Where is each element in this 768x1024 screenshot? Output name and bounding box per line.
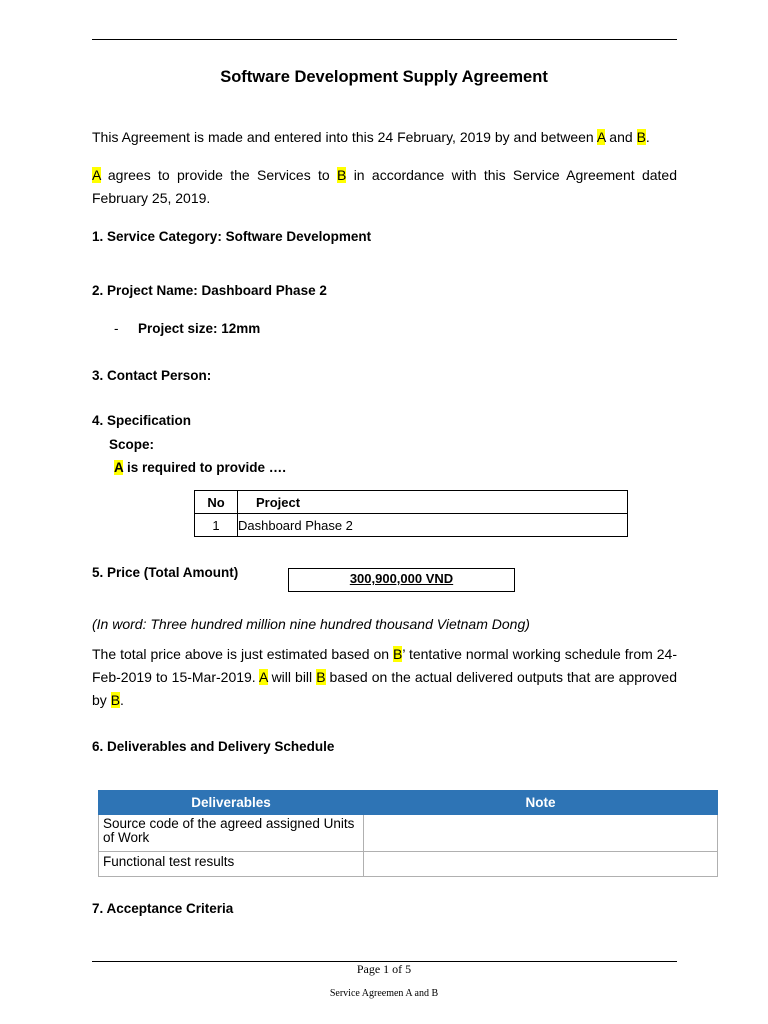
- party-b-highlight: B: [316, 669, 326, 685]
- price-amount-box: [288, 568, 515, 592]
- bullet-marker: -: [114, 321, 119, 336]
- project-size-text: Project size: 12mm: [138, 321, 261, 336]
- section-4-heading: 4. Specification: [92, 413, 192, 428]
- price-note-text-3: will bill: [267, 669, 317, 685]
- section-1-heading: 1. Service Category: Software Development: [92, 229, 372, 244]
- intro-paragraph: [92, 126, 677, 149]
- footer-caption: Service Agreemen A and B: [329, 988, 439, 999]
- price-note-text-5: .: [120, 692, 124, 708]
- agreement-text-2: in accordance with this Service Agreement dated February 25, 2019.: [92, 167, 677, 206]
- table-row: [99, 852, 718, 877]
- document-title: Software Development Supply Agreement: [220, 68, 548, 86]
- row-project: Dashboard Phase 2: [238, 514, 628, 537]
- agreement-paragraph: [92, 164, 677, 210]
- scope-label: Scope:: [109, 437, 155, 452]
- section-5-heading: 5. Price (Total Amount): [92, 565, 239, 580]
- agreement-text-1: agrees to provide the Services to: [100, 167, 338, 183]
- party-a-highlight: A: [596, 129, 606, 145]
- party-b-highlight: B: [636, 129, 646, 145]
- section-7-heading: 7. Acceptance Criteria: [92, 901, 234, 916]
- table-row: [99, 815, 718, 852]
- intro-text-start: This Agreement is made and entered into this 24 February, 2019 by and between: [92, 129, 597, 145]
- note-cell: [364, 852, 718, 877]
- row-number: 1: [195, 514, 238, 537]
- intro-text-mid: and: [605, 129, 637, 145]
- page-number: Page 1 of 5: [356, 962, 412, 976]
- section-6-heading: 6. Deliverables and Delivery Schedule: [92, 739, 335, 754]
- column-header-note: Note: [364, 791, 718, 815]
- table-header-row: [195, 491, 628, 514]
- section-3-heading: 3. Contact Person:: [92, 368, 212, 383]
- party-a-highlight: A: [258, 669, 268, 685]
- column-header-deliverables: Deliverables: [99, 791, 364, 815]
- party-a-highlight: A: [114, 460, 124, 475]
- deliverable-cell: Source code of the agreed assigned Units of Work: [99, 815, 364, 852]
- requirement-text: is required to provide ….: [123, 460, 287, 475]
- table-row: [195, 514, 628, 537]
- note-cell: [364, 815, 718, 852]
- deliverable-cell: Functional test results: [99, 852, 364, 877]
- project-size-bullet: [114, 321, 260, 336]
- project-table: [194, 490, 628, 537]
- party-b-highlight: B: [110, 692, 121, 708]
- column-header-no: No: [195, 491, 238, 514]
- party-b-highlight: B: [337, 167, 347, 183]
- price-note-text-1: The total price above is just estimated based on: [92, 646, 394, 662]
- price-in-words: (In word: Three hundred million nine hundred thousand Vietnam Dong): [92, 616, 530, 632]
- price-note-text-2: ’ tentative normal working schedule from 24-Feb-2019 to 15-Mar-2019.: [92, 646, 677, 685]
- column-header-project: Project: [238, 491, 628, 514]
- party-b-highlight: B: [393, 646, 403, 662]
- scope-requirement: [114, 460, 286, 475]
- table-header-row: [99, 791, 718, 815]
- intro-text-end: .: [645, 129, 650, 145]
- party-a-highlight: A: [92, 167, 101, 183]
- price-note-paragraph: [92, 643, 677, 712]
- section-2-heading: 2. Project Name: Dashboard Phase 2: [92, 283, 327, 298]
- header-rule: [92, 39, 677, 40]
- price-amount: 300,900,000 VND: [349, 571, 454, 586]
- price-note-text-4: based on the actual delivered outputs that are approved by: [92, 669, 678, 708]
- deliverables-table: [98, 790, 718, 877]
